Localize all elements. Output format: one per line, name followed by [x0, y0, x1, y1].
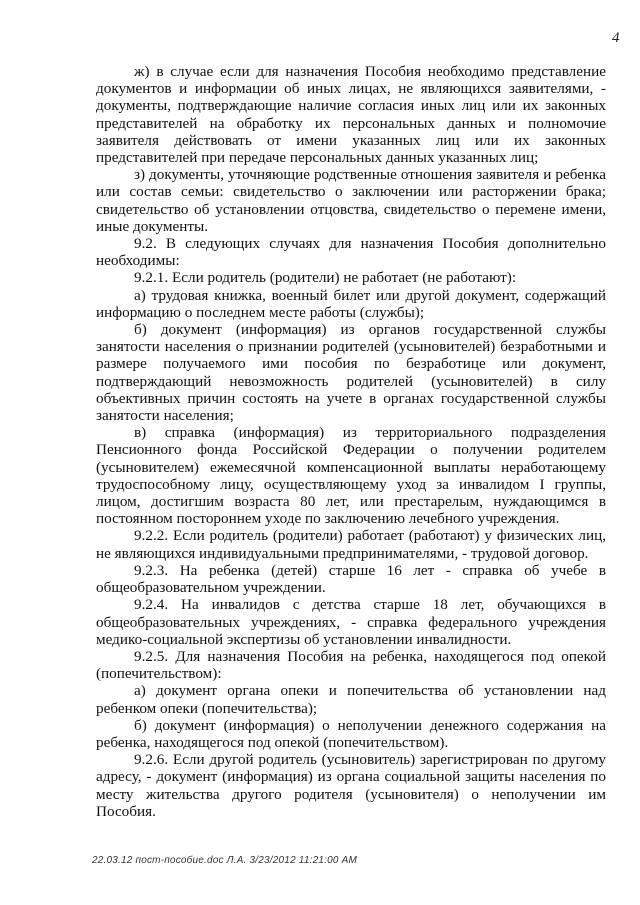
page-number: 4	[612, 30, 620, 46]
paragraph-9-2: 9.2. В следующих случаях для назначения Пособия дополнительно необходимы:	[96, 235, 606, 270]
paragraph-9-2-1-b: б) документ (информация) из органов государственной службы занятости населения о признании родителей (усыновителей) безработными и размере получаемого ими пособия по безработице или документ, подтверждающий невозможность родителей (усыновителей) в силу объективных причин состоять на учете в органах государственной службы занятости населения;	[96, 321, 606, 425]
paragraph-9-2-1: 9.2.1. Если родитель (родители) не работает (не работают):	[134, 269, 517, 287]
paragraph-9-2-1-a: а) трудовая книжка, военный билет или другой документ, содержащий информацию о последнем месте работы (службы);	[96, 286, 606, 321]
paragraph-9-2-6: 9.2.6. Если другой родитель (усыновитель) зарегистрирован по другому адресу, - документ (информация) из органа социальной защиты населения по месту жительства другого родителя (усыновителя) о неполучении им Пособия.	[96, 751, 606, 820]
paragraph-z: з) документы, уточняющие родственные отношения заявителя и ребенка или состав семьи: свидетельство о заключении или расторжении брака; свидетельство об установлении отцовства, свидетельство о перемене имени, иные документы.	[96, 166, 606, 235]
document-footer: 22.03.12 пост-пособие.doc Л.А. 3/23/2012 11:21:00 AM	[92, 855, 357, 866]
paragraph-9-2-2: 9.2.2. Если родитель (родители) работает (работают) у физических лиц, не являющихся индивидуальными предпринимателями, - трудовой договор.	[96, 527, 606, 562]
paragraph-9-2-5-b: б) документ (информация) о неполучении денежного содержания на ребенка, находящегося под опекой (попечительством).	[96, 716, 606, 751]
paragraph-9-2-1-v: в) справка (информация) из территориального подразделения Пенсионного фонда Российской Федерации о получении родителем (усыновителем) ежемесячной компенсационной выплаты неработающему трудоспособному лицу, осуществляющему уход за инвалидом I группы, лицом, достигшим возраста 80 лет, или престарелым, нуждающимся в постоянном постороннем уходе по заключению лечебного учреждения.	[96, 424, 606, 528]
paragraph-9-2-5: 9.2.5. Для назначения Пособия на ребенка, находящегося под опекой (попечительством):	[96, 647, 606, 683]
document-body	[96, 63, 606, 820]
paragraph-9-2-4: 9.2.4. На инвалидов с детства старше 18 лет, обучающихся в общеобразовательных учреждениях, - справка федерального учреждения медико-социальной экспертизы об установлении инвалидности.	[96, 596, 606, 648]
paragraph-zh: ж) в случае если для назначения Пособия необходимо представление документов и информации об иных лицах, не являющихся заявителями, - документы, подтверждающие наличие согласия иных лиц или их законных представителей на обработку их персональных данных и полномочие заявителя действовать от имени указанных лиц или их законных представителей при передаче персональных данных указанных лиц;	[96, 63, 606, 167]
paragraph-9-2-5-a: а) документ органа опеки и попечительства об установлении над ребенком опеки (попечительства);	[96, 682, 606, 717]
paragraph-9-2-3: 9.2.3. На ребенка (детей) старше 16 лет - справка об учебе в общеобразовательном учреждении.	[96, 561, 606, 597]
